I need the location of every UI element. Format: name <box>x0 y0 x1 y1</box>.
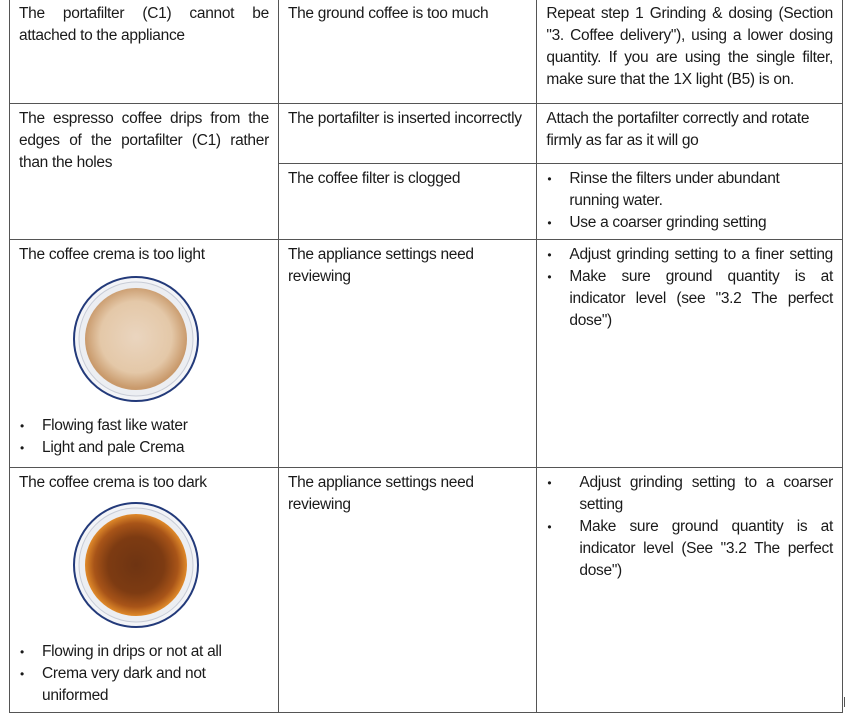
list-item: • Flowing in drips or not at all <box>19 641 269 663</box>
solution-list <box>546 168 833 234</box>
dark-crema-cup-image <box>72 501 200 629</box>
problem-text: The coffee crema is too dark <box>19 474 207 491</box>
solution-text: Attach the portafilter correctly and rotate firmly as far as it will go <box>546 110 810 149</box>
troubleshooting-table <box>9 0 843 713</box>
cause-text: The appliance settings need reviewing <box>287 246 474 285</box>
list-item: • Adjust grinding setting to a finer setting <box>546 244 833 266</box>
list-item: • Crema very dark and not uniformed <box>19 663 269 707</box>
cause-cell <box>278 0 536 104</box>
table-row <box>10 0 843 104</box>
cause-cell <box>278 104 536 164</box>
solution-text: Repeat step 1 Grinding & dosing (Section "3. Coffee delivery"), using a lower dosing quantity. If you are using the single filter, make sure that the 1X light (B5) is on. <box>546 5 833 88</box>
problem-text: The espresso coffee drips from the edges of the portafilter (C1) rather than the holes <box>19 110 269 171</box>
list-item: • Flowing fast like water <box>19 415 269 437</box>
list-item: • Make sure ground quantity is at indicator level (see "3.2 The perfect dose") <box>546 266 833 332</box>
solution-list <box>546 244 833 332</box>
problem-text: The portafilter (C1) cannot be attached to the appliance <box>19 5 269 44</box>
solution-cell <box>537 164 843 240</box>
cause-text: The coffee filter is clogged <box>287 170 461 187</box>
table-continuation <box>9 697 845 707</box>
solution-cell <box>537 240 843 468</box>
table-row <box>10 468 843 713</box>
problem-text: The coffee crema is too light <box>19 246 205 263</box>
list-item: • Rinse the filters under abundant running water. <box>546 168 833 212</box>
list-item: • Adjust grinding setting to a coarser setting <box>546 472 833 516</box>
cause-cell <box>278 164 536 240</box>
cause-text: The portafilter is inserted incorrectly <box>287 110 522 127</box>
solution-list <box>546 472 833 582</box>
crema-notes-list <box>19 415 269 459</box>
solution-cell <box>537 468 843 713</box>
problem-cell <box>10 468 279 713</box>
list-item: • Use a coarser grinding setting <box>546 212 833 234</box>
solution-cell <box>537 0 843 104</box>
table-row <box>10 240 843 468</box>
list-item: • Light and pale Crema <box>19 437 269 459</box>
problem-cell <box>10 240 279 468</box>
cause-cell <box>278 240 536 468</box>
solution-cell <box>537 104 843 164</box>
list-item: • Make sure ground quantity is at indicator level (See "3.2 The perfect dose") <box>546 516 833 582</box>
light-crema-cup-image <box>72 275 200 403</box>
problem-cell <box>10 104 279 240</box>
cause-cell <box>278 468 536 713</box>
problem-cell <box>10 0 279 104</box>
cause-text: The ground coffee is too much <box>287 5 489 22</box>
cause-text: The appliance settings need reviewing <box>287 474 474 513</box>
table-row <box>10 104 843 164</box>
